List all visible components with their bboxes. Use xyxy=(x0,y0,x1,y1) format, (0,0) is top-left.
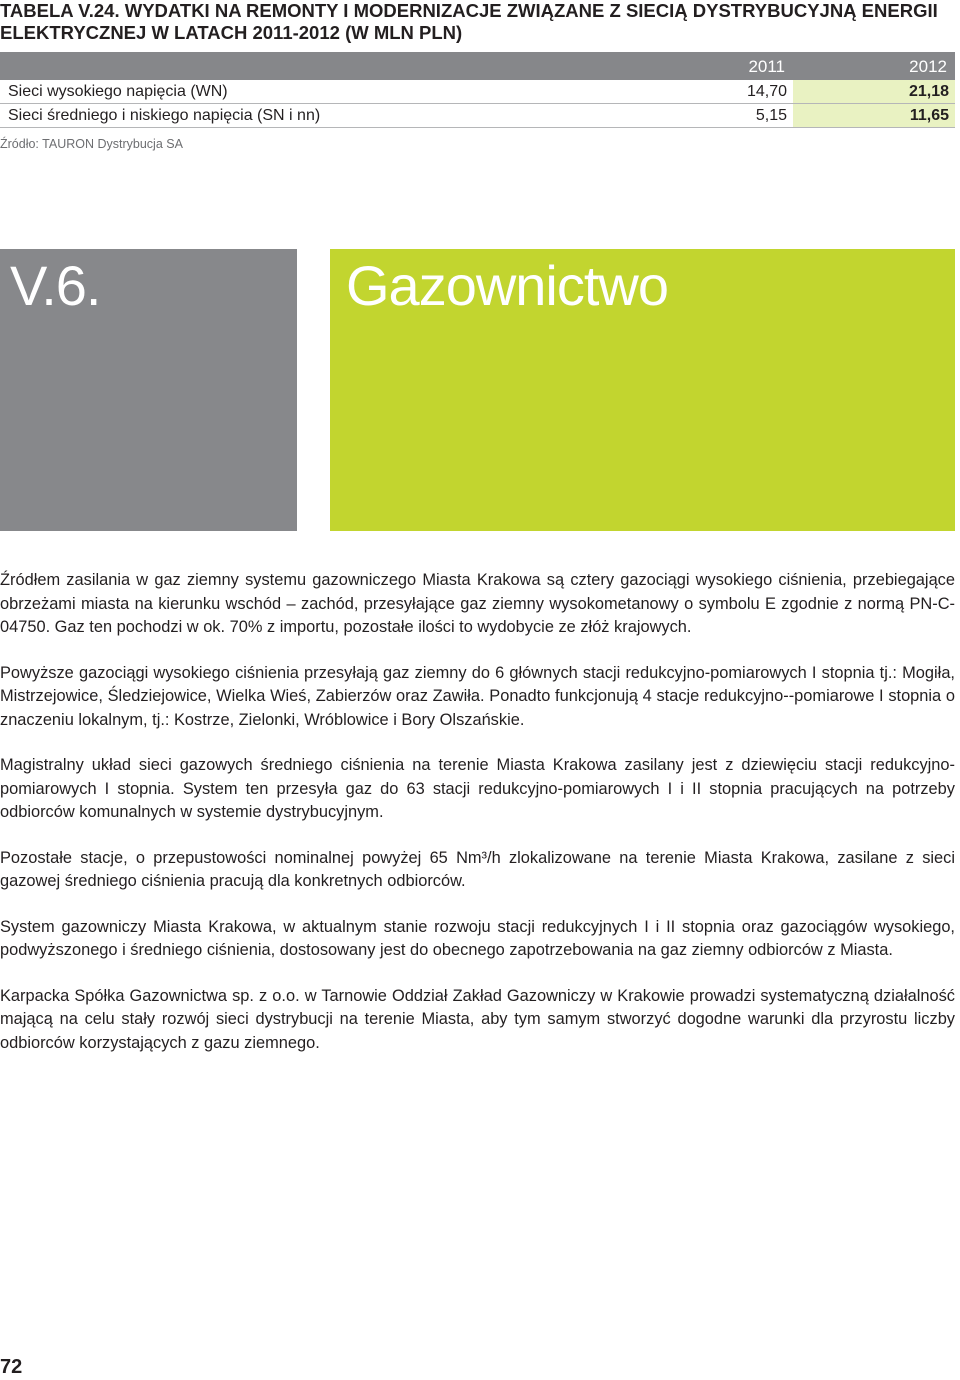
section-title-block xyxy=(330,249,955,531)
paragraph: Magistralny układ sieci gazowych średniego ciśnienia na terenie Miasta Krakowa zasilany jest z dziewięciu stacji redukcyjno-pomiarowych I stopnia. System ten przesyła gaz do 63 stacji redukcyjno-pomiarowych I i II stopnia pracujących na potrzeby odbiorców komunalnych w systemie dystrybucyjnym. xyxy=(0,756,955,821)
paragraph: Pozostałe stacje, o przepustowości nominalnej powyżej 65 Nm³/h zlokalizowane na terenie Miasta Krakowa, zasilane z sieci gazowej średniego ciśnienia pracują dla konkretnych odbiorców. xyxy=(0,848,955,890)
row-value-2011: 14,70 xyxy=(631,80,793,104)
row-value-2012: 11,65 xyxy=(793,104,955,128)
expenditure-table xyxy=(0,52,955,128)
table-header-row xyxy=(0,52,955,80)
table-source: Źródło: TAURON Dystrybucja SA xyxy=(0,137,183,151)
row-label: Sieci wysokiego napięcia (WN) xyxy=(0,80,631,104)
paragraph: Źródłem zasilania w gaz ziemny systemu gazowniczego Miasta Krakowa są cztery gazociągi wysokiego ciśnienia, przebiegające obrzeżami miasta na kierunku wschód – zachód, przesyłające gaz ziemny wysokometanowy o symbolu E zgodnie z normą PN-C-04750. Gaz ten pochodzi w ok. 70% z importu, pozostałe ilości to wydobycie ze złóż krajowych. xyxy=(0,571,955,636)
paragraph: Karpacka Spółka Gazownictwa sp. z o.o. w Tarnowie Oddział Zakład Gazowniczy w Krakowie prowadzi systematyczną działalność mającą na celu stały rozwój sieci dystrybucji na terenie Miasta, aby tym samym stworzyć dogodne warunki dla przyrostu liczby odbiorców korzystających z gazu ziemnego. xyxy=(0,986,955,1052)
section-title: Gazownictwo xyxy=(346,254,669,317)
table-title: TABELA V.24. WYDATKI NA REMONTY I MODERNIZACJE ZWIĄZANE Z SIECIĄ DYSTRYBUCYJNĄ ENERGII ELEKTRYCZNEJ W LATACH 2011-2012 (W MLN PLN) xyxy=(0,0,938,43)
page-number: 72 xyxy=(0,1356,23,1378)
table-row xyxy=(0,104,955,128)
header-2012: 2012 xyxy=(793,52,955,80)
table-row xyxy=(0,80,955,104)
row-value-2011: 5,15 xyxy=(631,104,793,128)
header-blank-cell xyxy=(0,52,631,80)
header-2011: 2011 xyxy=(631,52,793,80)
body-text xyxy=(0,569,955,1077)
section-number: V.6. xyxy=(10,254,101,317)
paragraph: System gazowniczy Miasta Krakowa, w aktualnym stanie rozwoju stacji redukcyjnych I i II stopnia oraz gazociągów wysokiego, podwyższonego i średniego ciśnienia, dostosowany jest do obecnego zapotrzebowania na gaz ziemny odbiorców z Miasta. xyxy=(0,917,955,959)
row-value-2012: 21,18 xyxy=(793,80,955,104)
section-number-block xyxy=(0,249,297,531)
row-label: Sieci średniego i niskiego napięcia (SN i nn) xyxy=(0,104,631,128)
paragraph: Powyższe gazociągi wysokiego ciśnienia przesyłają gaz ziemny do 6 głównych stacji redukcyjno-pomiarowych I stopnia tj.: Mogiła, Mistrzejowice, Śledziejowice, Wielka Wieś, Zabierzów oraz Zawiła. Ponadto funkcjonują 4 stacje redukcyjno--pomiarowe I stopnia o znaczeniu lokalnym, tj.: Kostrze, Zielonki, Wróblowice i Bory Olszańskie. xyxy=(0,663,955,729)
